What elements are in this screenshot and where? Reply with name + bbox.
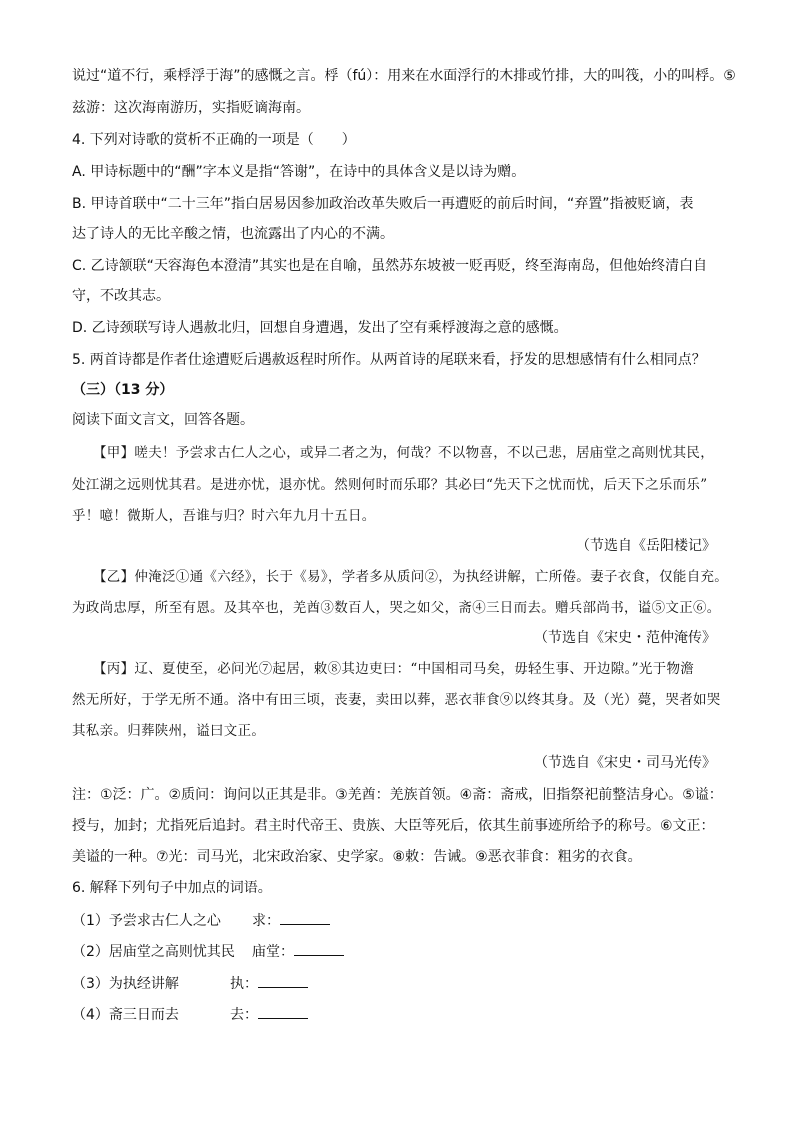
question-5: 5. 两首诗都是作者仕途遭贬后遇赦返程时所作。从两首诗的尾联来看，抒发的思想感情有什么相同点？: [72, 352, 706, 368]
question-6-item: [72, 941, 344, 962]
item-sentence: （4）斋三日而去: [72, 1007, 179, 1023]
passage-yi-line: 为政尚忠厚，所至有恩。及其卒也，羌酋③数百人，哭之如父，斋④三日而去。赠兵部尚书，谥⑤文正⑥。: [72, 600, 721, 616]
question-4-option-b: B. 甲诗首联中“二十三年”指白居易因参加政治改革失败后一再遭贬的前后时间，“弃置”指被贬谪，表: [72, 196, 694, 212]
passage-yi-source: （节选自《宋史・范仲淹传》: [534, 630, 716, 646]
question-6-stem: 6. 解释下列句子中加点的词语。: [72, 880, 272, 896]
passage-jia-line: 乎！噫！微斯人，吾谁与归？时六年九月十五日。: [72, 508, 376, 524]
item-sentence: （1）予尝求古仁人之心: [72, 913, 221, 929]
answer-blank[interactable]: [280, 910, 330, 925]
notes-line: 注：①泛：广。②质问：询问以正其是非。③羌酋：羌族首领。④斋：斋戒，旧指祭祀前整洁身心。⑤谥：: [72, 787, 723, 803]
item-sentence: （2）居庙堂之高则忧其民: [72, 944, 235, 960]
item-word: 庙堂：: [252, 944, 294, 960]
passage-jia-line: 【甲】嗟夫！予尝求古仁人之心，或异二者之为，何哉？不以物喜，不以己悲，居庙堂之高则忧其民，: [93, 445, 714, 461]
question-6-item: [72, 1004, 308, 1025]
item-sentence: （3）为执经讲解: [72, 976, 179, 992]
item-word: 执：: [230, 976, 258, 992]
intro-line: 说过“道不行，乘桴浮于海”的感慨之言。桴（fú）：用来在水面浮行的木排或竹排，大的叫筏，小的叫桴。⑤: [72, 68, 736, 84]
question-4-option-a: A. 甲诗标题中的“酬”字本义是指“答谢”，在诗中的具体含义是以诗为赠。: [72, 164, 526, 180]
question-4-option-c-cont: 守，不改其志。: [72, 288, 170, 304]
item-word: 去：: [230, 1007, 258, 1023]
question-4-option-b-cont: 达了诗人的无比辛酸之情，也流露出了内心的不满。: [72, 226, 394, 242]
passage-yi-line: 【乙】仲淹泛①通《六经》，长于《易》，学者多从质问②，为执经讲解，亡所倦。妻子衣食，仅能自充。: [93, 569, 729, 585]
passage-bing-line: 其私亲。归葬陕州，谥曰文正。: [72, 723, 266, 739]
answer-blank[interactable]: [258, 1004, 308, 1019]
passage-bing-line: 然无所好，于学无所不通。洛中有田三顷，丧妻，卖田以葬，恶衣菲食⑨以终其身。及（光）薨，哭者如哭: [72, 692, 721, 708]
passage-bing-line: 【丙】辽、夏使至，必问光⑦起居，敕⑧其边吏曰：“中国相司马矣，毋轻生事、开边隙。”光于物澹: [93, 661, 695, 677]
passage-bing-source: （节选自《宋史・司马光传》: [534, 755, 716, 771]
question-6-item: [72, 973, 308, 994]
question-4-stem: 4. 下列对诗歌的赏析不正确的一项是（ ）: [72, 132, 356, 148]
answer-blank[interactable]: [258, 973, 308, 988]
answer-blank[interactable]: [294, 941, 344, 956]
question-4-option-d: D. 乙诗颈联写诗人遇赦北归，回想自身遭遇，发出了空有乘桴渡海之意的感慨。: [72, 320, 568, 336]
intro-line: 兹游：这次海南游历，实指贬谪海南。: [72, 100, 310, 116]
section-instruction: 阅读下面文言文，回答各题。: [72, 412, 254, 428]
notes-line: 美谥的一种。⑦光：司马光，北宋政治家、史学家。⑧敕：告诫。⑨恶衣菲食：粗劣的衣食。: [72, 849, 642, 865]
item-word: 求：: [252, 913, 280, 929]
question-4-option-c: C. 乙诗颔联“天容海色本澄清”其实也是在自喻，虽然苏东坡被一贬再贬，终至海南岛，但他始终清白自: [72, 258, 708, 274]
passage-jia-source: （节选自《岳阳楼记》: [576, 538, 716, 554]
passage-jia-line: 处江湖之远则忧其君。是进亦忧，退亦忧。然则何时而乐耶？其必曰“先天下之忧而忧，后天下之乐而乐”: [72, 477, 708, 493]
question-6-item: [72, 910, 330, 931]
notes-line: 授与，加封；尤指死后追封。君主时代帝王、贵族、大臣等死后，依其生前事迹所给予的称号。⑥文正：: [72, 818, 715, 834]
section-header: （三）（13 分）: [72, 382, 174, 398]
